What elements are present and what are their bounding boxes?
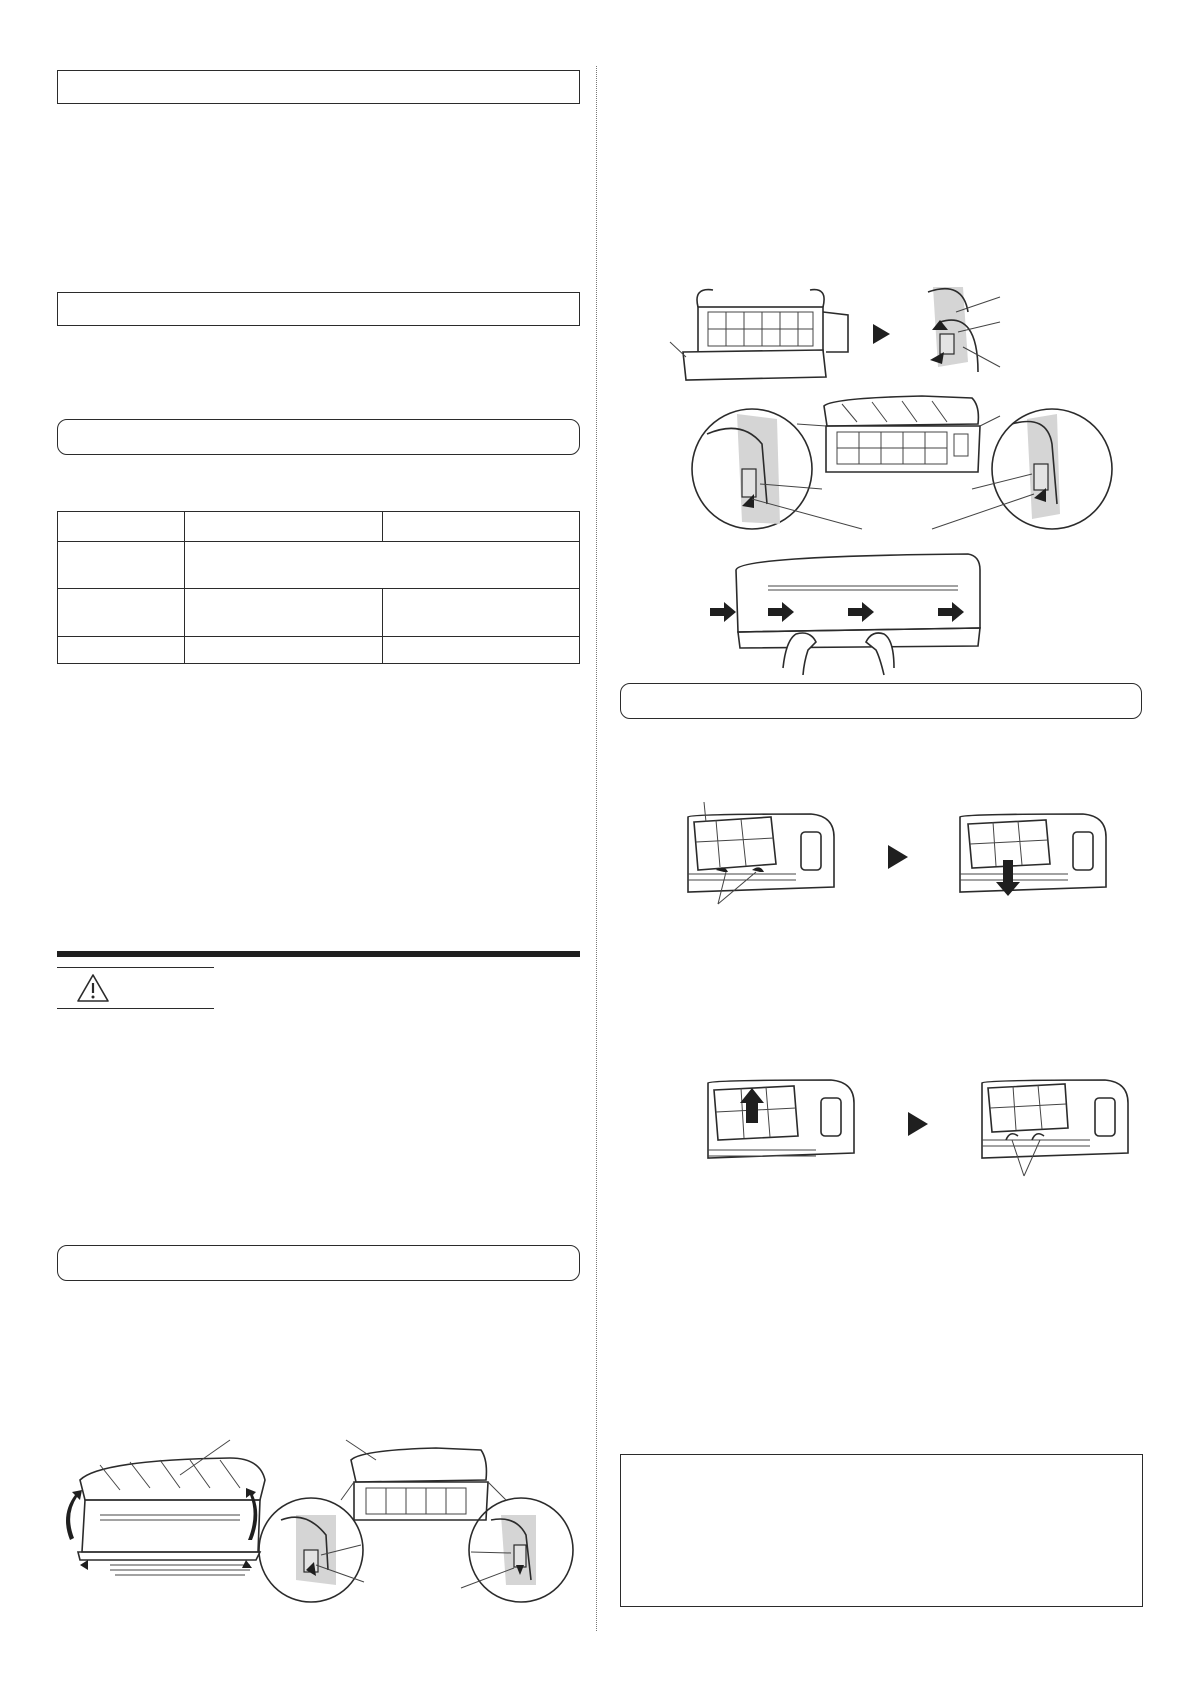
warning-label-bottom-line — [57, 1008, 214, 1009]
clasp-reattach-illustration — [682, 394, 1122, 534]
note-box — [620, 1454, 1143, 1607]
arrow-next-icon — [888, 845, 908, 869]
table-cell — [185, 542, 580, 589]
table-cell — [58, 589, 185, 637]
table-cell — [383, 512, 580, 542]
arrow-next-icon-2 — [908, 1112, 928, 1136]
warning-triangle-icon — [76, 973, 110, 1003]
table-cell — [58, 542, 185, 589]
subsection-heading-2 — [57, 1245, 580, 1281]
table-cell — [185, 589, 383, 637]
column-divider — [596, 66, 597, 1631]
table-cell — [58, 512, 185, 542]
section-heading-box-1 — [57, 70, 580, 104]
spec-table — [57, 511, 580, 664]
panel-clasp-detail-illustration — [266, 1440, 576, 1590]
table-cell — [383, 637, 580, 664]
table-cell — [185, 637, 383, 664]
table-row — [58, 512, 580, 542]
filter-insert-step-2 — [980, 1078, 1130, 1178]
filter-insert-step-1 — [706, 1078, 856, 1170]
table-row — [58, 637, 580, 664]
open-panel-illustration — [60, 1440, 270, 1580]
table-cell — [58, 637, 185, 664]
section-heading-box-2 — [57, 292, 580, 326]
table-cell — [383, 589, 580, 637]
table-row — [58, 542, 580, 589]
table-row — [58, 589, 580, 637]
subsection-heading-3 — [620, 683, 1142, 719]
warning-label-top-line — [57, 967, 214, 968]
close-panel-illustration — [708, 550, 988, 675]
table-cell — [185, 512, 383, 542]
filter-removal-step-1 — [686, 812, 836, 902]
panel-removal-illustration — [678, 282, 1078, 387]
warning-rule — [57, 951, 580, 957]
subsection-heading-1 — [57, 419, 580, 455]
filter-removal-step-2 — [958, 812, 1108, 902]
